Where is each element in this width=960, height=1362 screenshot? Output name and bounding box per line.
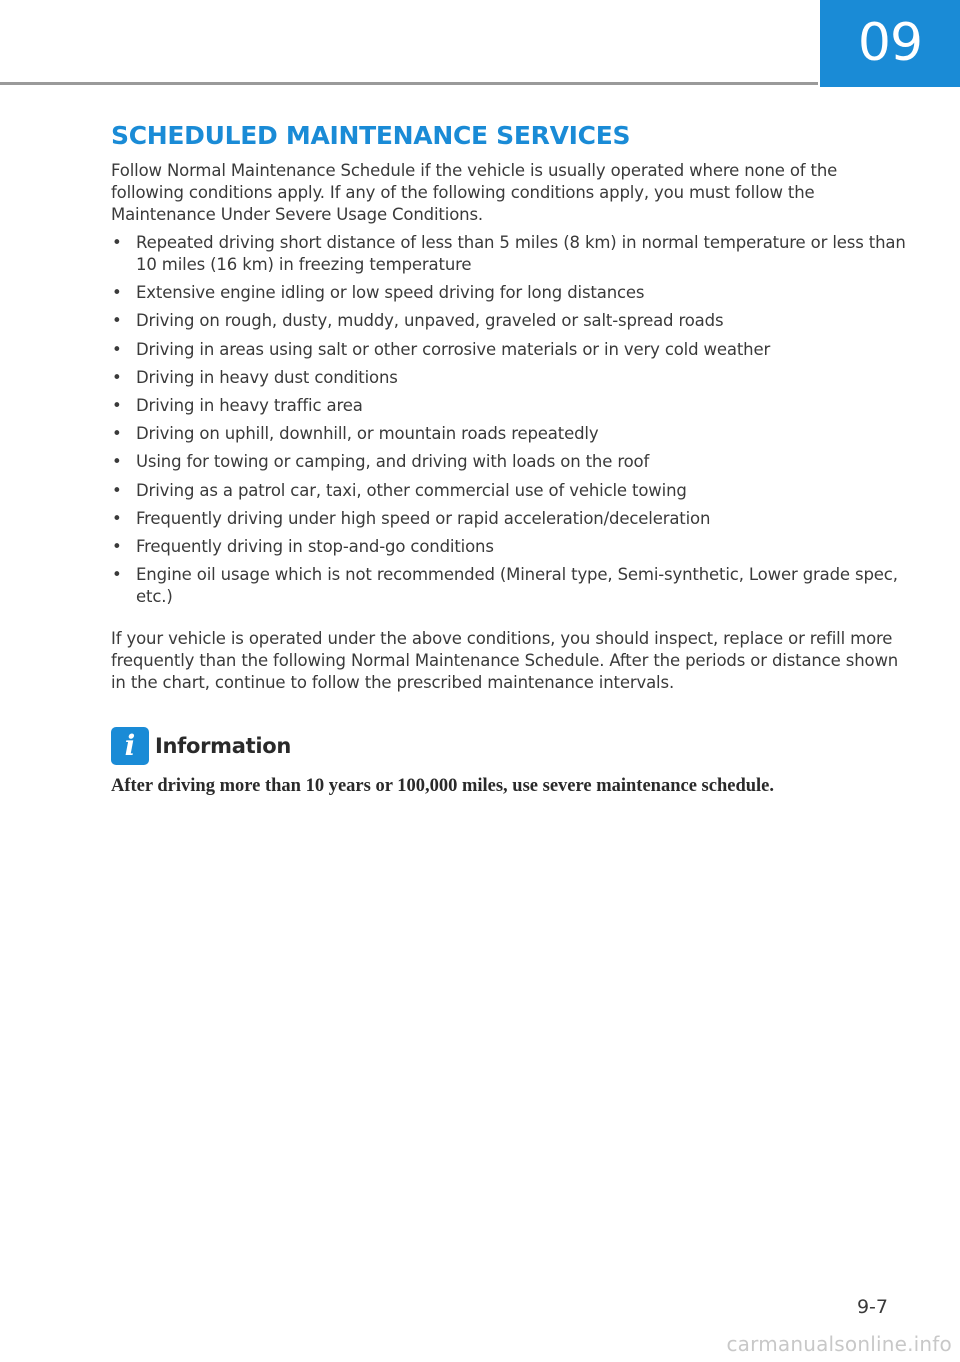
info-header (111, 726, 911, 766)
bullet-marker: • (112, 339, 122, 359)
condition-item (111, 282, 911, 304)
condition-item (111, 564, 911, 608)
bullet-marker: • (112, 452, 122, 472)
page-number: 9-7 (856, 1296, 888, 1318)
condition-item (111, 508, 911, 530)
bullet-marker: • (112, 311, 122, 331)
outro-paragraph: If your vehicle is operated under the above conditions, you should inspect, replace or refill more frequently than the following Normal Maintenance Schedule. After the periods or distance shown in the chart, continue to follow the prescribed maintenance intervals. (111, 629, 899, 693)
condition-item (111, 536, 911, 558)
bullet-marker: • (112, 233, 122, 252)
condition-text: Driving as a patrol car, taxi, other commercial use of vehicle towing (136, 480, 687, 500)
intro-paragraph: Follow Normal Maintenance Schedule if the vehicle is usually operated where none of the following conditions apply. If any of the following conditions apply, you must follow the Maintenance Under Severe Usage Conditions. (111, 161, 838, 224)
chapter-tab: 09 (820, 0, 960, 87)
bullet-marker: • (112, 424, 122, 444)
bullet-marker: • (112, 367, 122, 387)
info-title: Information (155, 734, 292, 759)
condition-text: Driving in heavy traffic area (136, 395, 363, 415)
condition-item (111, 423, 911, 445)
watermark: carmanualsonline.info (726, 1332, 952, 1356)
bullet-marker: • (112, 508, 122, 528)
bullet-marker: • (112, 536, 122, 556)
condition-list (111, 232, 911, 608)
condition-item (111, 480, 911, 502)
bullet-marker: • (112, 480, 122, 500)
info-text: After driving more than 10 years or 100,000 miles, use severe maintenance schedule. (111, 776, 775, 797)
bullet-marker: • (112, 395, 122, 415)
condition-item (111, 451, 911, 473)
condition-text: Engine oil usage which is not recommended (Mineral type, Semi-synthetic, Lower grade spec, etc.) (136, 565, 898, 607)
main-content (111, 118, 911, 798)
condition-text: Frequently driving in stop-and-go conditions (136, 536, 494, 556)
condition-item (111, 339, 911, 361)
info-icon: i (111, 727, 149, 765)
condition-item (111, 395, 911, 417)
condition-text: Using for towing or camping, and driving with loads on the roof (136, 452, 650, 472)
condition-text: Driving in heavy dust conditions (136, 367, 398, 387)
section-title: SCHEDULED MAINTENANCE SERVICES (111, 121, 631, 150)
header-rule (0, 82, 818, 85)
condition-text: Repeated driving short distance of less than 5 miles (8 km) in normal temperature or less than 10 miles (16 km) in freezing temperature (136, 233, 906, 274)
condition-item (111, 232, 911, 276)
condition-text: Driving in areas using salt or other corrosive materials or in very cold weather (136, 339, 771, 359)
condition-text: Frequently driving under high speed or rapid acceleration/deceleration (136, 508, 711, 528)
condition-text: Extensive engine idling or low speed driving for long distances (136, 283, 645, 303)
bullet-marker: • (112, 283, 122, 303)
condition-item (111, 367, 911, 389)
condition-item (111, 310, 911, 332)
bullet-marker: • (112, 565, 122, 585)
condition-text: Driving on rough, dusty, muddy, unpaved, graveled or salt-spread roads (136, 311, 724, 331)
condition-text: Driving on uphill, downhill, or mountain roads repeatedly (136, 424, 599, 444)
